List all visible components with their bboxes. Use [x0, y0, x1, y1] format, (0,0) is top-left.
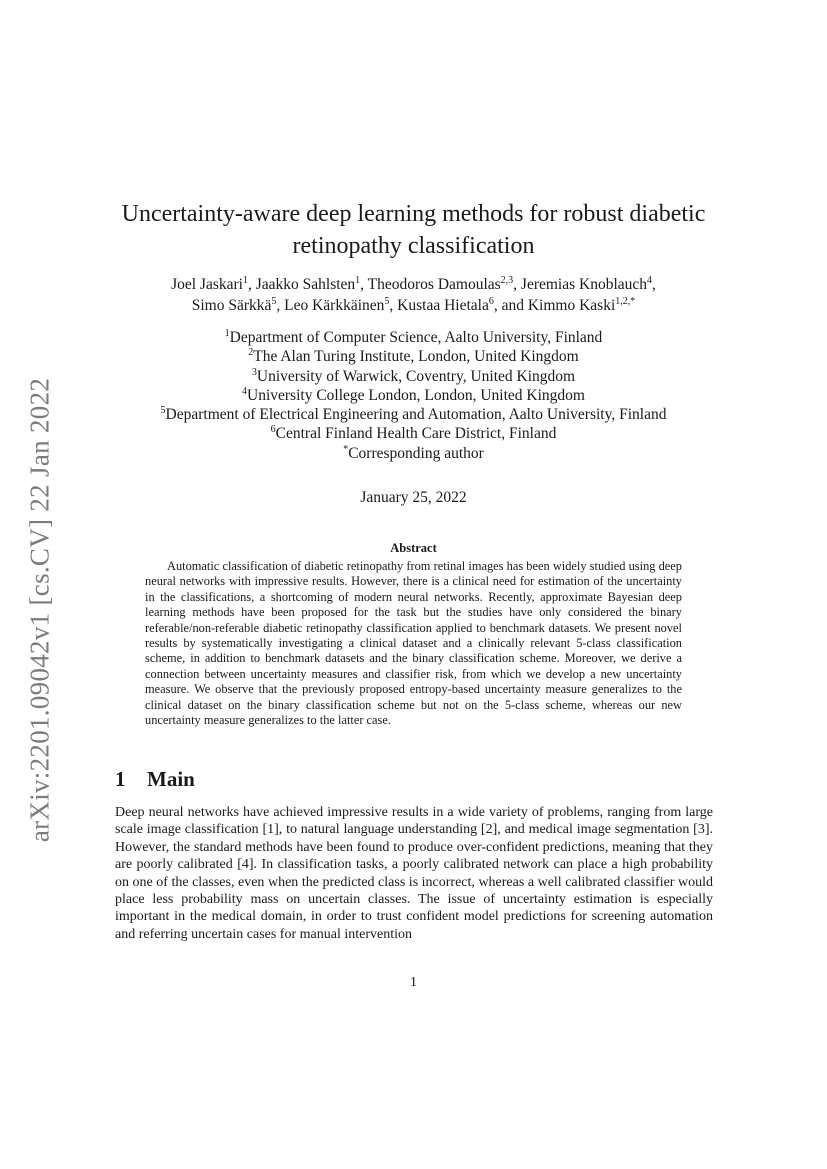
arxiv-identifier: arXiv:2201.09042v1 [cs.CV] 22 Jan 2022: [24, 377, 55, 843]
author-name: Jeremias Knoblauch: [520, 276, 648, 293]
author-name: Simo Särkkä: [191, 297, 272, 314]
affiliation-item: $^1$Department of Computer Science, Aalto University, Finland: [224, 327, 603, 346]
affiliation-list: [90, 328, 737, 463]
affiliation-item: $^4$University College London, London, United Kingdom: [242, 385, 585, 404]
author-name: Leo Kärkkäinen: [284, 297, 385, 314]
author-line-1: Joel Jaskari$^1$, Jaakko Sahlsten$^1$, Theodoros Damoulas$^{2,3}$, Jeremias Knoblauch$^4$,: [171, 274, 656, 293]
author-affiliation-mark: 6: [488, 295, 494, 307]
author-name: Theodoros Damoulas: [367, 276, 501, 293]
section-number: 1: [115, 767, 126, 791]
author-name: Kimmo Kaski: [527, 297, 616, 314]
author-affiliation-mark: 1: [355, 274, 361, 286]
corresponding-author-note: *Corresponding author: [343, 443, 484, 462]
paper-title: Uncertainty-aware deep learning methods for robust diabetic retinopathy classification: [121, 201, 706, 259]
author-affiliation-mark: 1,2,*: [615, 295, 636, 307]
author-line-2: Simo Särkkä$^5$, Leo Kärkkäinen$^5$, Kustaa Hietala$^6$, and Kimmo Kaski$^{1,2,*}$: [191, 295, 636, 314]
section-body-text: Deep neural networks have achieved impressive results in a wide variety of problems, ranging from large scale image classification [1], to natural language understanding [2], and medical image segmentation [3]. However, the standard methods have been found to produce over-confident predictions, meaning that they are poorly calibrated [4]. In classification tasks, a poorly calibrated network can place a high probability on one of the classes, even when the predicted class is incorrect, whereas a well calibrated classifier would place less probability mass on uncertain classes. The issue of uncertainty estimation is especially important in the medical domain, in order to trust confident model predictions for screening automation and referring uncertain cases for manual intervention: [115, 805, 713, 942]
author-name: Kustaa Hietala: [397, 297, 489, 314]
page-number: 1: [410, 975, 417, 990]
author-name: Jaakko Sahlsten: [255, 276, 356, 293]
publication-date: January 25, 2022: [360, 489, 467, 506]
affiliation-item: $^2$The Alan Turing Institute, London, United Kingdom: [248, 347, 579, 366]
abstract-text: Automatic classification of diabetic retinopathy from retinal images has been widely studied using deep neural networks with impressive results. However, there is a clinical need for estimation of the uncertainty in the classifications, a shortcoming of modern neural networks. Recently, approximate Bayesian deep learning methods have been proposed for the task but the studies have only considered the binary referable/non-referable diabetic retinopathy classification applied to benchmark datasets. We present novel results by systematically investigating a clinical dataset and a clinically relevant 5-class classification scheme, in addition to benchmark datasets and the binary classification scheme. Moreover, we derive a connection between uncertainty measures and classifier risk, from which we develop a new uncertainty measure. We observe that the previously proposed entropy-based uncertainty measure generalizes to the clinical dataset on the binary classification scheme but not on the 5-class scheme, whereas our new uncertainty measure generalizes to the latter case.: [145, 559, 682, 728]
author-affiliation-mark: 2,3: [500, 274, 514, 286]
affiliation-item: $^6$Central Finland Health Care District, Finland: [270, 424, 557, 443]
author-affiliation-mark: 4: [647, 274, 653, 286]
affiliation-item: $^3$University of Warwick, Coventry, United Kingdom: [251, 366, 576, 385]
section-title: Main: [147, 767, 195, 791]
author-list: [90, 274, 737, 316]
author-affiliation-mark: 5: [384, 295, 390, 307]
section-heading: [115, 767, 195, 792]
author-name: Joel Jaskari: [171, 276, 243, 293]
abstract-heading: Abstract: [390, 541, 437, 555]
author-affiliation-mark: 1: [242, 274, 248, 286]
affiliation-item: $^5$Department of Electrical Engineering and Automation, Aalto University, Finland: [160, 405, 667, 424]
author-affiliation-mark: 5: [271, 295, 277, 307]
